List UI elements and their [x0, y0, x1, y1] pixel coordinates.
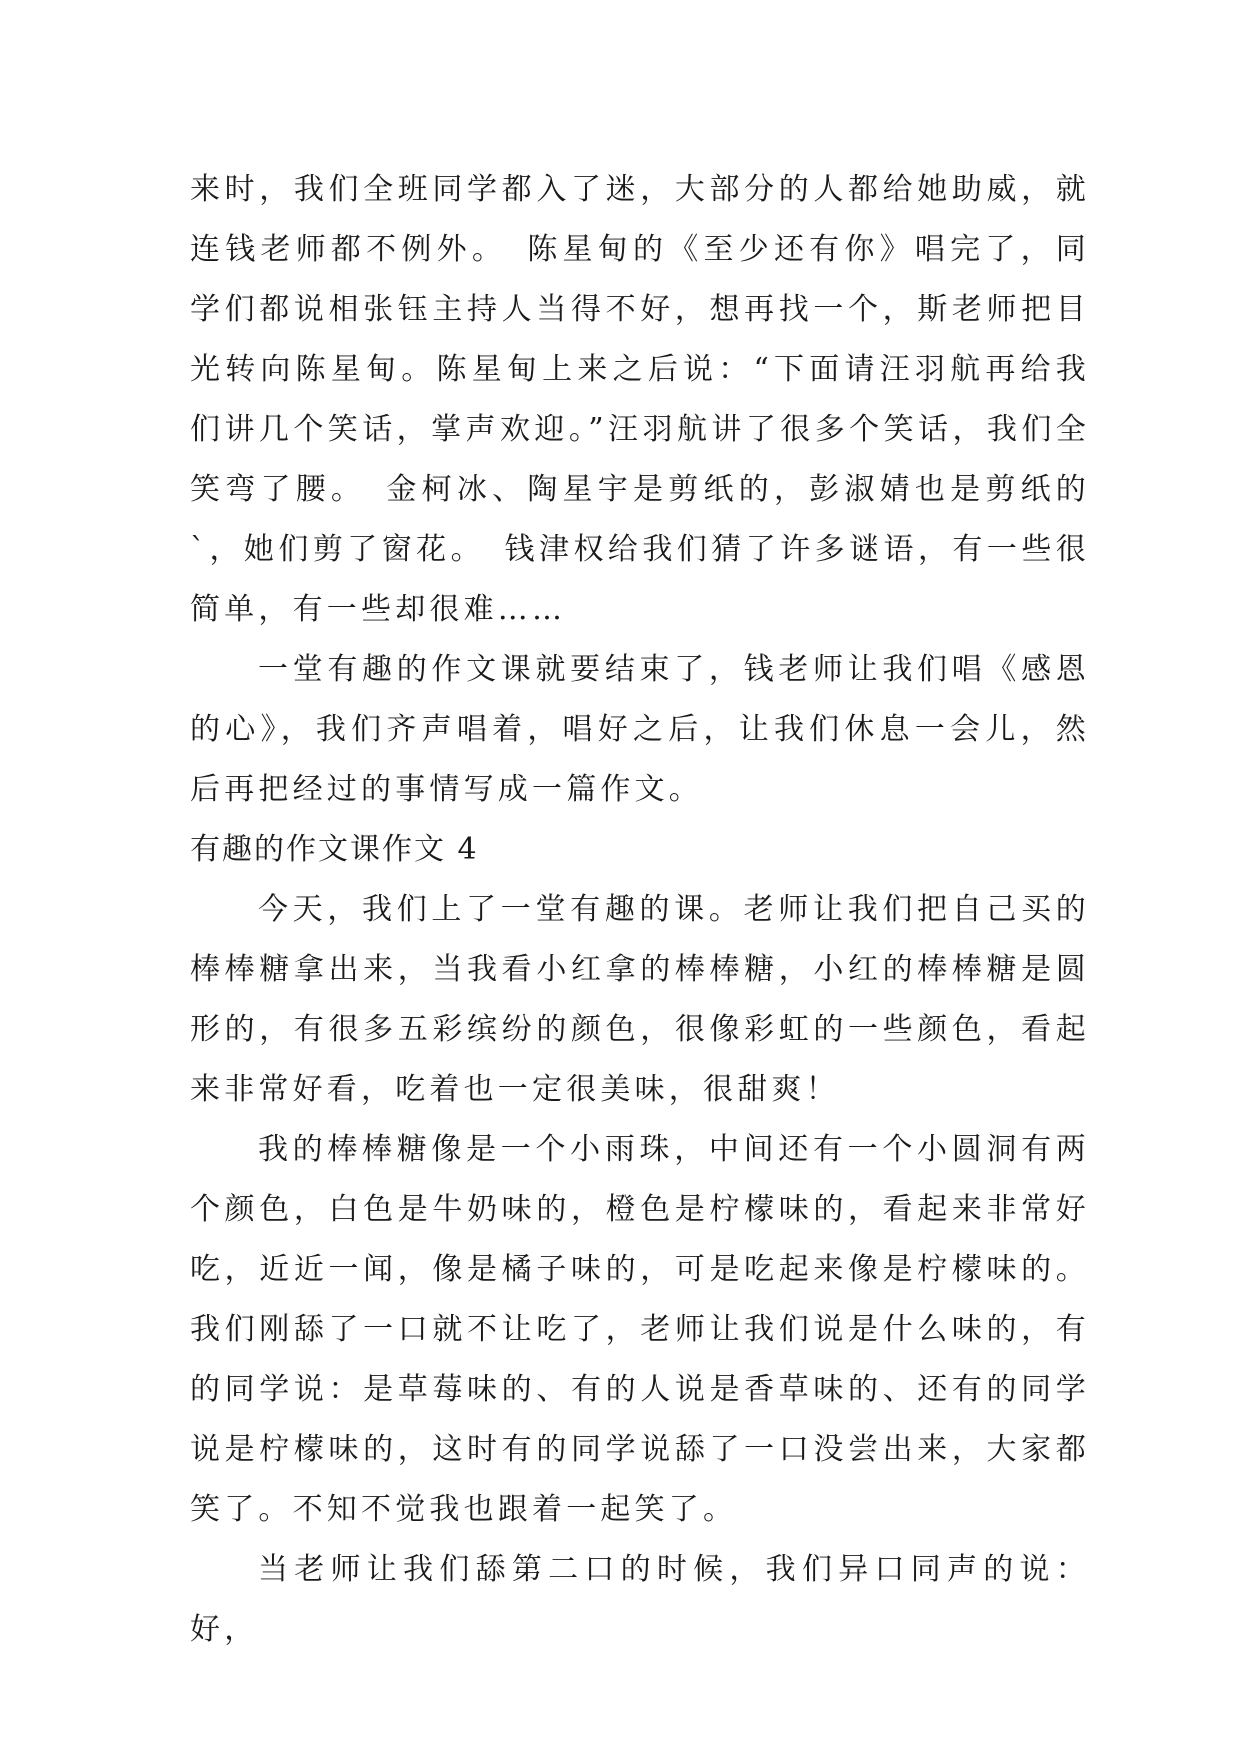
essay-title: 有趣的作文课作文 4 [190, 832, 479, 867]
paragraph-lollipop-intro: 今天，我们上了一堂有趣的课。老师让我们把自己买的棒棒糖拿出来，当我看小红拿的棒棒糖，小红的棒棒糖是圆形的，有很多五彩缤纷的颜色，很像彩虹的一些颜色，看起来非常好看，吃着也一定很美味，很甜爽！ [190, 892, 1090, 1107]
paragraph-my-lollipop: 我的棒棒糖像是一个小雨珠，中间还有一个小圆洞有两个颜色，白色是牛奶味的，橙色是柠檬味的，看起来非常好吃，近近一闻，像是橘子味的，可是吃起来像是柠檬味的。我们刚舔了一口就不让吃了，老师让我们说是什么味的，有的同学说：是草莓味的、有的人说是香草味的、还有的同学说是柠檬味的，这时有的同学说舔了一口没尝出来，大家都笑了。不知不觉我也跟着一起笑了。 [190, 1132, 1090, 1527]
document-body [190, 160, 1090, 1660]
paragraph-second-lick: 当老师让我们舔第二口的时候，我们异口同声的说：好， [190, 1552, 1090, 1647]
paragraph-continued: 来时，我们全班同学都入了迷，大部分的人都给她助威，就连钱老师都不例外。 陈星甸的《至少还有你》唱完了，同学们都说相张钰主持人当得不好，想再找一个，斯老师把目光转向陈星甸。陈星甸上来之后说：“下面请汪羽航再给我们讲几个笑话，掌声欢迎。”汪羽航讲了很多个笑话，我们全笑弯了腰。 金柯冰、陶星宇是剪纸的，彭淑婧也是剪纸的`，她们剪了窗花。 钱津权给我们猜了许多谜语，有一些很简单，有一些却很难…… [190, 172, 1090, 627]
paragraph-class-ending: 一堂有趣的作文课就要结束了，钱老师让我们唱《感恩的心》，我们齐声唱着，唱好之后，让我们休息一会儿，然后再把经过的事情写成一篇作文。 [190, 652, 1090, 807]
